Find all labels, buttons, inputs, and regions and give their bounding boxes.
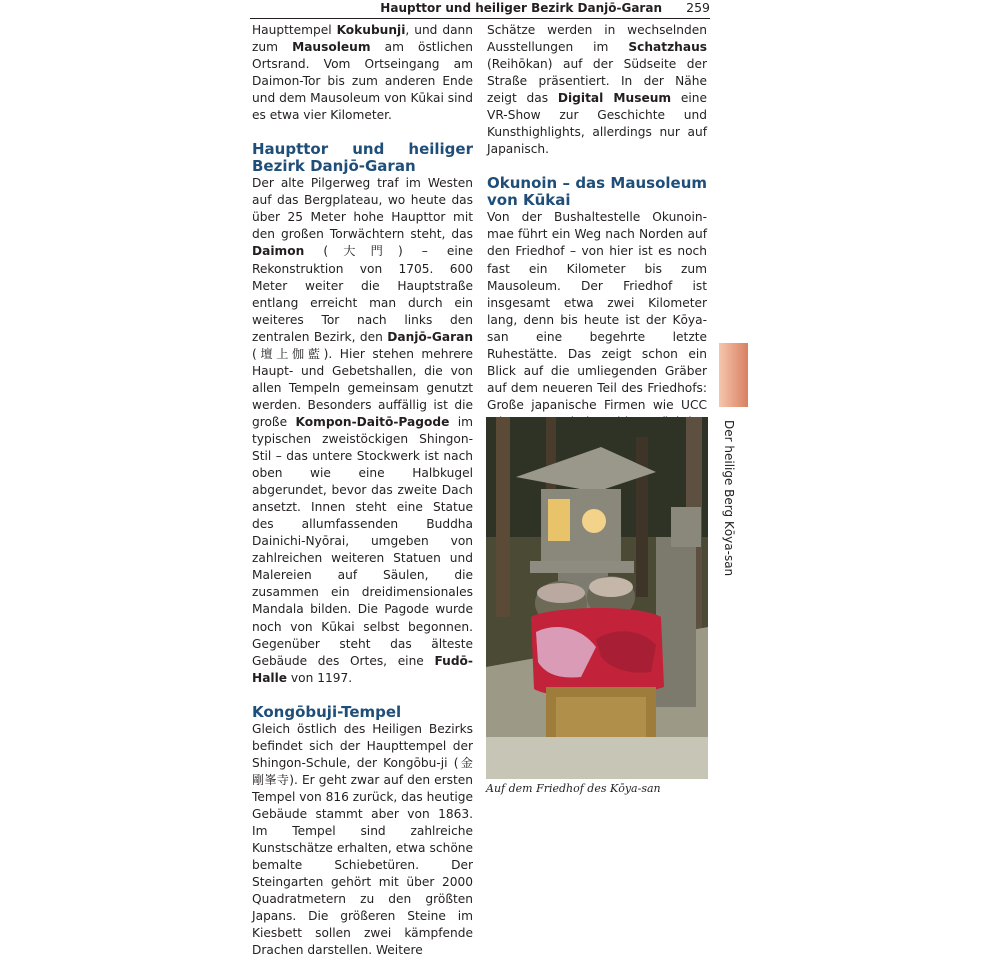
section-heading-danjo-garan: Haupttor und heiliger Bezirk Danjō-Garan (252, 140, 473, 176)
term-danjo-garan: Danjō-Garan (387, 329, 473, 344)
chapter-tab (719, 343, 748, 407)
term-digital-museum: Digital Museum (557, 91, 672, 106)
photo-caption: Auf dem Friedhof des Kōya-san (486, 782, 661, 795)
page-number: 259 (686, 0, 710, 15)
term-schatzhaus: Schatzhaus (628, 40, 707, 55)
cemetery-photo (486, 417, 708, 779)
danjo-garan-paragraph: Der alte Pilgerweg traf im Westen auf das Bergplateau, wo heute das über 25 Meter hohe Haupttor mit den großen Torwächtern steht, das Daimon (大門) – eine Rekonstruktion von 1705. 600 Meter weiter die Hauptstraße entlang erreicht man durch ein weiteres Tor nach links den zentralen Bezirk, den Danjō-Garan (壇上伽藍). Hier stehen mehrere Haupt- und Gebetshallen, die von allen Tempeln gemeinsam genutzt werden. Besonders auffällig ist die große Kompon-Daitō-Pagode im typischen zweistöckigen Shingon-Stil – das untere Stockwerk ist nach oben wie eine Halbkugel abgerundet, bevor das zweite Dach ansetzt. Innen steht eine Statue des allumfassenden Buddha Dainichi-Nyōrai, umgeben von zahlreichen weiteren Statuen und Malereien auf Säulen, die zusammen ein dreidimensionales Mandala bilden. Die Pagode wurde noch von Kūkai selbst begonnen. Gegenüber steht das älteste Gebäude des Ortes, eine Fudō-Halle von 1197. (252, 176, 473, 685)
running-title: Haupttor und heiliger Bezirk Danjō-Garan (380, 1, 662, 15)
okunoin-paragraph: Von der Bushaltestelle Okunoin-mae führt ein Weg nach Norden auf den Friedhof – von hier ist es noch fast ein Kilometer bis zum Mausoleum. Der Friedhof ist insgesamt etwa zwei Kilometer lang, denn bis heute ist der Kōya-san eine begehrte letzte Ruhestätte. Das zeigt schon ein Blick auf die umliegenden Gräber auf dem neueren Teil des Friedhofs: Große japanische Firmen wie UCC (487, 210, 707, 412)
term-daimon: Daimon (252, 244, 305, 259)
intro-paragraph: Haupttempel Kokubunji, und dann zum Mausoleum am östlichen Ortsrand. Vom Ortseingang am Daimon-Tor bis zum anderen Ende und dem Mausoleum von Kūkai sind es etwa vier Kilometer. (252, 23, 474, 123)
schatzhaus-paragraph: Schätze werden in wechselnden Ausstellungen im Schatzhaus (Reihōkan) auf der Südseite der Straße präsentiert. In der Nähe zeigt das Digital Museum eine VR-Show zur Geschichte und Kunsthighlights, allerdings nur auf Japanisch. (487, 23, 707, 157)
running-header (250, 0, 710, 19)
chapter-side-label: Der heilige Berg Kōya-san (722, 420, 736, 577)
section-heading-kongobuji: Kongōbuji-Tempel (252, 702, 402, 721)
term-mausoleum: Mausoleum (292, 40, 371, 55)
term-fudo-halle: Fudō-Halle (252, 653, 473, 685)
kongobuji-paragraph: Gleich östlich des Heiligen Bezirks befindet sich der Haupttempel der Shingon-Schule, der Kongōbu-ji (金剛峯寺). Er geht zwar auf den ersten Tempel von 816 zurück, das heutige Gebäude stammt aber von 1863. Im Tempel sind zahlreiche Kunstschätze erhalten, etwa schöne bemalte Schiebetüren. Der Steingarten gehört mit über 2000 Quadratmetern zu den größten Japans. Die größeren Steine im Kiesbett sollen zwei kämpfende Drachen darstellen. Weitere (252, 721, 473, 958)
term-kokubunji: Kokubunji (336, 23, 406, 37)
section-heading-okunoin: Okunoin – das Mausoleum von Kūkai (487, 174, 707, 210)
term-pagode: Kompon-Daitō-Pagode (295, 414, 450, 429)
text-column-left (252, 22, 473, 959)
